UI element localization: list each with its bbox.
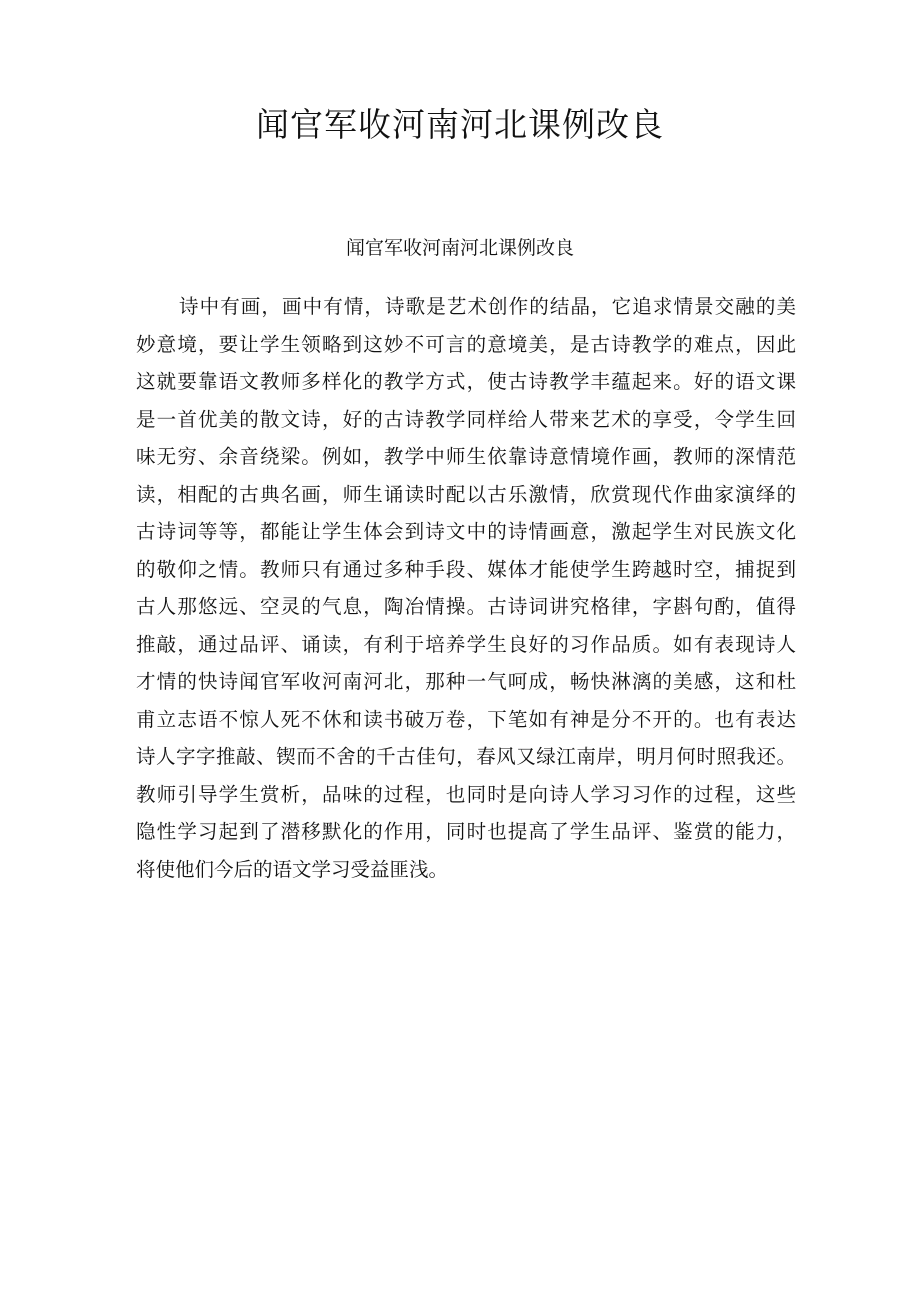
document-title: 闻官军收河南河北课例改良 — [256, 105, 664, 144]
document-subtitle: 闻官军收河南河北课例改良 — [345, 237, 574, 259]
paragraph-line: 诗中有画，画中有情，诗歌是艺术创作的结晶，它追求情景交融的美 — [179, 295, 796, 318]
paragraph-line: 的敬仰之情。教师只有通过多种手段、媒体才能使学生跨越时空，捕捉到 — [136, 557, 796, 581]
paragraph-line: 甫立志语不惊人死不休和读书破万卷，下笔如有神是分不开的。也有表达 — [136, 707, 796, 731]
body-paragraph — [136, 288, 796, 888]
paragraph-line: 将使他们今后的语文学习受益匪浅。 — [136, 857, 449, 881]
paragraph-line: 读，相配的古典名画，师生诵读时配以古乐激情，欣赏现代作曲家演绎的 — [136, 482, 796, 506]
paragraph-line: 才情的快诗闻官军收河南河北，那种一气呵成，畅快淋漓的美感，这和杜 — [136, 670, 796, 693]
paragraph-line: 是一首优美的散文诗，好的古诗教学同样给人带来艺术的享受，令学生回 — [136, 407, 796, 431]
paragraph-line: 推敲，通过品评、诵读，有利于培养学生良好的习作品质。如有表现诗人 — [136, 632, 796, 656]
paragraph-line: 古人那悠远、空灵的气息，陶冶情操。古诗词讲究格律，字斟句酌，值得 — [136, 595, 796, 618]
paragraph-line: 妙意境，要让学生领略到这妙不可言的意境美，是古诗教学的难点，因此 — [136, 332, 796, 356]
paragraph-line: 诗人字字推敲、锲而不舍的千古佳句，春风又绿江南岸，明月何时照我还。 — [136, 745, 796, 768]
paragraph-line: 古诗词等等，都能让学生体会到诗文中的诗情画意，激起学生对民族文化 — [136, 520, 796, 543]
paragraph-line: 教师引导学生赏析，品味的过程，也同时是向诗人学习习作的过程，这些 — [136, 782, 796, 806]
paragraph-line: 味无穷、余音绕梁。例如，教学中师生依靠诗意情境作画，教师的深情范 — [136, 445, 796, 468]
paragraph-line: 这就要靠语文教师多样化的教学方式，使古诗教学丰蕴起来。好的语文课 — [136, 370, 796, 393]
paragraph-line: 隐性学习起到了潜移默化的作用，同时也提高了学生品评、鉴赏的能力， — [136, 820, 796, 843]
